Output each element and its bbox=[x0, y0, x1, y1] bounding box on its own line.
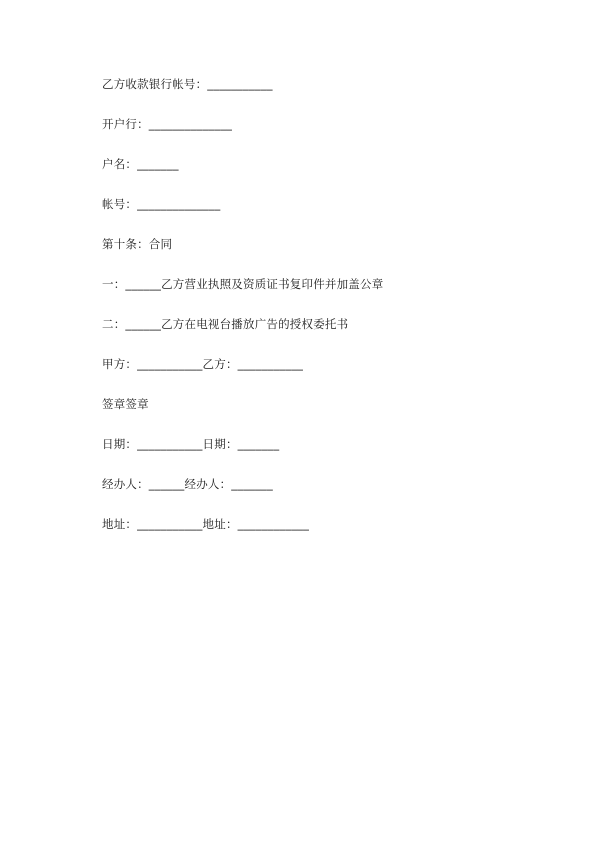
bank-branch-line: 开户行：______________ bbox=[102, 117, 233, 131]
account-name-line: 户名：_______ bbox=[102, 157, 179, 171]
date-line: 日期：___________日期：_______ bbox=[102, 437, 280, 451]
bank-account-line: 乙方收款银行帐号：___________ bbox=[102, 77, 273, 91]
account-number-line: 帐号：______________ bbox=[102, 197, 221, 211]
agent-line: 经办人：______经办人：_______ bbox=[102, 477, 273, 491]
signature-seal-line: 签章签章 bbox=[102, 397, 149, 411]
parties-line: 甲方：___________乙方：___________ bbox=[102, 357, 304, 371]
attachment-two-line: 二：______乙方在电视台播放广告的授权委托书 bbox=[102, 317, 349, 331]
article-ten-heading: 第十条：合同 bbox=[102, 237, 173, 251]
address-line: 地址：___________地址：____________ bbox=[102, 517, 310, 531]
attachment-one-line: 一：______乙方营业执照及资质证书复印件并加盖公章 bbox=[102, 277, 384, 291]
